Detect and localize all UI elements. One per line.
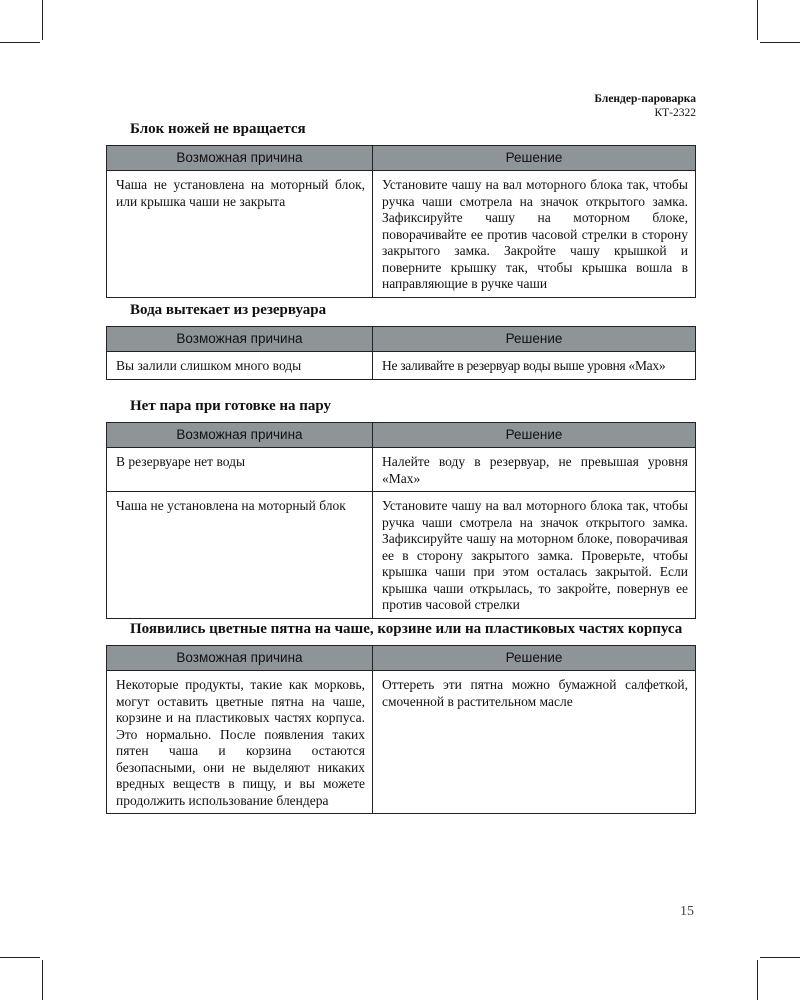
- solution-header: Решение: [373, 423, 696, 448]
- cause-header: Возможная причина: [107, 146, 373, 171]
- crop-mark: [42, 0, 43, 40]
- cause-header: Возможная причина: [107, 423, 373, 448]
- crop-mark: [757, 960, 758, 1000]
- crop-mark: [0, 957, 40, 958]
- troubleshooting-table: [106, 326, 696, 380]
- cause-cell: Некоторые продукты, такие как морковь, могут оставить цветные пятна на чаше, корзине и на пластиковых частях корпуса. Это нормально. После появления таких пятен чаша и корзина остаются безопасными, они не выделяют никаких вредных веществ в пищу, и вы можете продолжить использование блендера: [107, 671, 373, 814]
- crop-mark: [760, 42, 800, 43]
- product-title: Блендер-пароварка: [594, 93, 696, 105]
- table-row: [107, 448, 696, 492]
- cause-cell: В резервуаре нет воды: [107, 448, 373, 492]
- troubleshooting-section: [106, 301, 695, 380]
- table-row: [107, 171, 696, 298]
- solution-header: Решение: [373, 146, 696, 171]
- solution-cell: Оттереть эти пятна можно бумажной салфеткой, смоченной в растительном масле: [373, 671, 696, 814]
- table-header-row: [107, 423, 696, 448]
- crop-mark: [760, 957, 800, 958]
- troubleshooting-section: [106, 397, 695, 619]
- crop-mark: [42, 960, 43, 1000]
- cause-cell: Вы залили слишком много воды: [107, 352, 373, 380]
- table-row: [107, 492, 696, 619]
- solution-cell: Не заливайте в резервуар воды выше уровня «Max»: [373, 352, 696, 380]
- section-title: Вода вытекает из резервуара: [130, 302, 327, 318]
- product-model: КТ-2322: [654, 107, 696, 119]
- troubleshooting-table: [106, 145, 696, 298]
- troubleshooting-table: [106, 422, 696, 619]
- troubleshooting-table: [106, 645, 696, 814]
- section-title: Блок ножей не вращается: [130, 121, 306, 137]
- troubleshooting-section: [106, 120, 695, 298]
- running-header: [594, 92, 696, 120]
- table-header-row: [107, 646, 696, 671]
- crop-mark: [0, 42, 40, 43]
- page-number: 15: [680, 904, 694, 919]
- cause-header: Возможная причина: [107, 646, 373, 671]
- cause-cell: Чаша не установлена на моторный блок, или крышка чаши не закрыта: [107, 171, 373, 298]
- solution-cell: Установите чашу на вал моторного блока так, чтобы ручка чаши смотрела на значок открытого замка. Зафиксируйте чашу на моторном блоке, поворачивайте ее против часовой стрелки в сторону закрытого замка. Закройте чашу крышкой и поверните крышку так, чтобы крышка вошла в направляющие в ручке чаши: [373, 171, 696, 298]
- cause-cell: Чаша не установлена на моторный блок: [107, 492, 373, 619]
- crop-mark: [757, 0, 758, 40]
- troubleshooting-section: [106, 620, 695, 814]
- solution-cell: Налейте воду в резервуар, не превышая уровня «Max»: [373, 448, 696, 492]
- table-header-row: [107, 327, 696, 352]
- section-title: Нет пара при готовке на пару: [130, 398, 332, 414]
- table-row: [107, 352, 696, 380]
- table-row: [107, 671, 696, 814]
- section-title: Появились цветные пятна на чаше, корзине или на пластиковых частях корпуса: [130, 621, 683, 637]
- cause-header: Возможная причина: [107, 327, 373, 352]
- solution-header: Решение: [373, 327, 696, 352]
- solution-cell: Установите чашу на вал моторного блока так, чтобы ручка чаши смотрела на значок открытого замка. Зафиксируйте чашу на моторном блоке, поворачивая ее в сторону закрытого замка. Проверьте, чтобы крышка чаши при этом осталась закрытой. Если крышка чаши открылась, то закройте, повернув ее против часовой стрелки: [373, 492, 696, 619]
- table-header-row: [107, 146, 696, 171]
- solution-header: Решение: [373, 646, 696, 671]
